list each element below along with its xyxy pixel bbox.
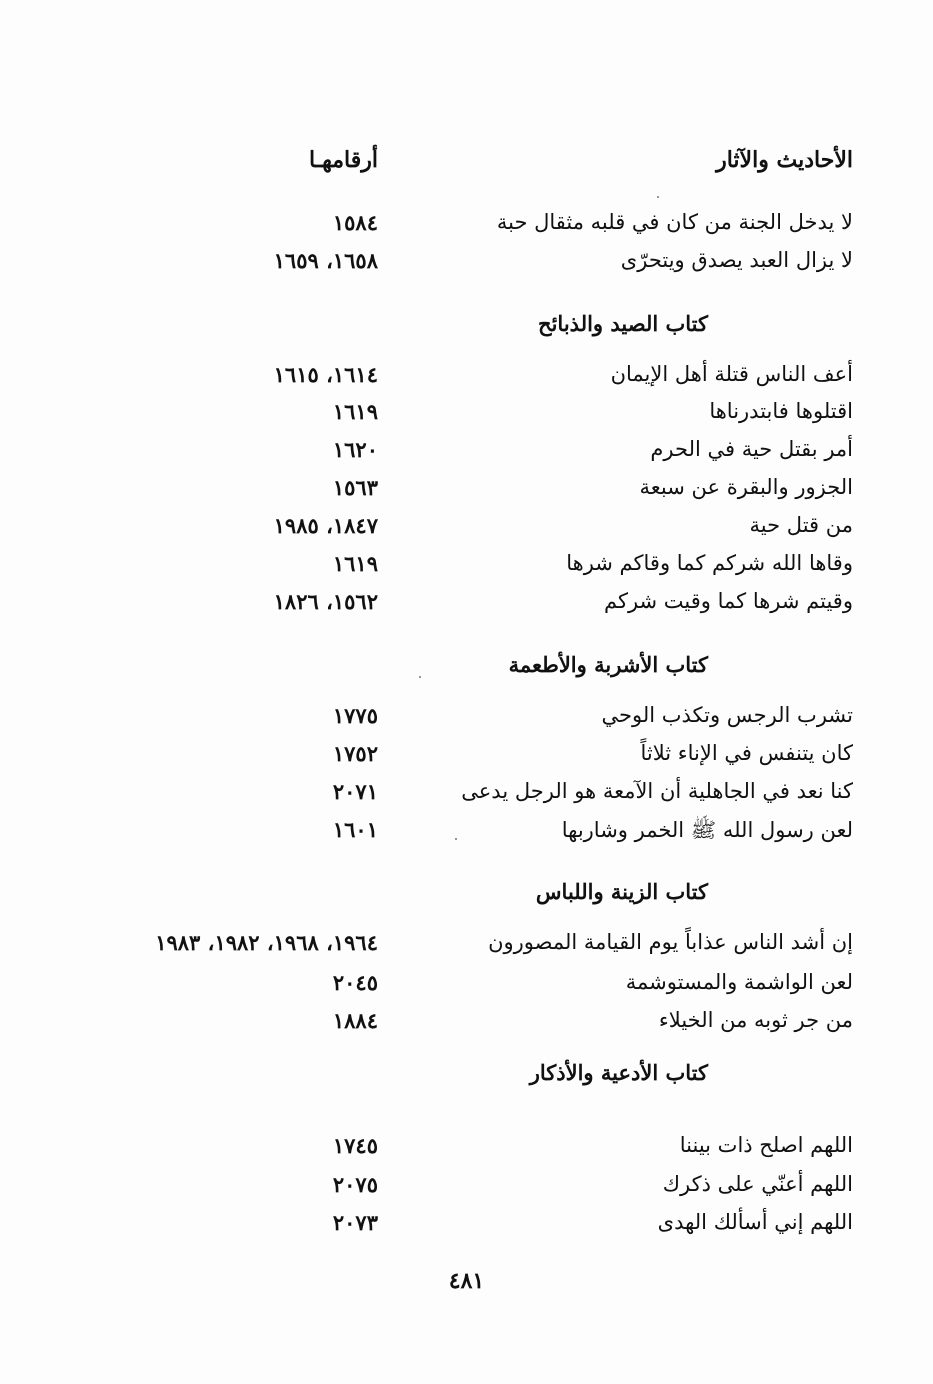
page-number: ٤٨١ (448, 1268, 485, 1294)
hadith-entry-numbers: ٢٠٧٣ (332, 1210, 378, 1235)
column-header-numbers: أرقامهـا (308, 147, 378, 173)
hadith-entry-text: تشرب الرجس وتكذب الوحي (601, 703, 853, 727)
hadith-entry-numbers: ١٦١٩ (332, 551, 378, 576)
hadith-entry-text: من جر ثوبه من الخيلاء (658, 1008, 853, 1032)
hadith-entry-text: لعن رسول الله ﷺ الخمر وشاربها (561, 818, 853, 842)
hadith-entry-numbers: ١٨٤٧، ١٩٨٥ (273, 513, 378, 538)
hadith-entry-numbers: ١٦٠١ (332, 817, 378, 842)
hadith-entry-numbers: ٢٠٤٥ (332, 970, 378, 995)
hadith-entry-text: إن أشد الناس عذاباً يوم القيامة المصورون (488, 930, 853, 954)
scan-speck (657, 196, 659, 198)
hadith-entry-text: أعف الناس قتلة أهل الإيمان (610, 362, 853, 386)
hadith-entry-numbers: ١٦١٤، ١٦١٥ (273, 362, 378, 387)
hadith-entry-numbers: ١٨٨٤ (332, 1008, 378, 1033)
hadith-entry-text: الجزور والبقرة عن سبعة (639, 475, 853, 499)
hadith-entry-text: كنا نعد في الجاهلية أن الآمعة هو الرجل يدعى (461, 779, 853, 803)
hadith-entry-numbers: ١٦١٩ (332, 399, 378, 424)
section-title-drinks: كتاب الأشربة والأطعمة (508, 652, 708, 677)
hadith-entry-numbers: ١٧٤٥ (332, 1133, 378, 1158)
hadith-entry-text: وقيتم شرها كما وقيت شركم (603, 589, 853, 613)
section-title-hunting: كتاب الصيد والذبائح (538, 311, 708, 336)
hadith-entry-text: من قتل حية (749, 513, 853, 537)
hadith-entry-text: اللهم أعنّي على ذكرك (662, 1172, 853, 1196)
hadith-entry-numbers: ١٥٨٤ (332, 210, 378, 235)
hadith-entry-numbers: ١٥٦٣ (332, 475, 378, 500)
hadith-entry-text: لا يزال العبد يصدق ويتحرّى (620, 248, 853, 272)
scan-speck (419, 676, 421, 678)
scan-speck (455, 838, 457, 840)
hadith-entry-text: وقاها الله شركم كما وقاكم شرها (566, 551, 853, 575)
hadith-entry-numbers: ١٦٥٨، ١٦٥٩ (273, 248, 378, 273)
section-title-adornment: كتاب الزينة واللباس (535, 879, 708, 904)
hadith-entry-text: كان يتنفس في الإناء ثلاثاً (640, 741, 853, 765)
hadith-entry-numbers: ١٩٦٤، ١٩٦٨، ١٩٨٢، ١٩٨٣ (155, 930, 378, 955)
hadith-entry-text: لا يدخل الجنة من كان في قلبه مثقال حبة (496, 210, 853, 234)
hadith-entry-text: لعن الواشمة والمستوشمة (625, 970, 853, 994)
section-title-supplications: كتاب الأدعية والأذكار (529, 1060, 708, 1085)
hadith-entry-numbers: ٢٠٧٥ (332, 1172, 378, 1197)
hadith-entry-numbers: ١٧٧٥ (332, 703, 378, 728)
hadith-entry-numbers: ٢٠٧١ (332, 779, 378, 804)
hadith-entry-text: اللهم اصلح ذات بيننا (679, 1133, 853, 1157)
hadith-entry-numbers: ١٦٢٠ (332, 437, 378, 462)
hadith-entry-numbers: ١٥٦٢، ١٨٢٦ (273, 589, 378, 614)
hadith-entry-text: اللهم إني أسألك الهدى (657, 1210, 853, 1234)
hadith-entry-text: اقتلوها فابتدرناها (709, 399, 853, 423)
column-header-hadiths: الأحاديث والآثار (716, 147, 853, 173)
hadith-entry-numbers: ١٧٥٢ (332, 741, 378, 766)
hadith-entry-text: أمر بقتل حية في الحرم (650, 437, 853, 461)
